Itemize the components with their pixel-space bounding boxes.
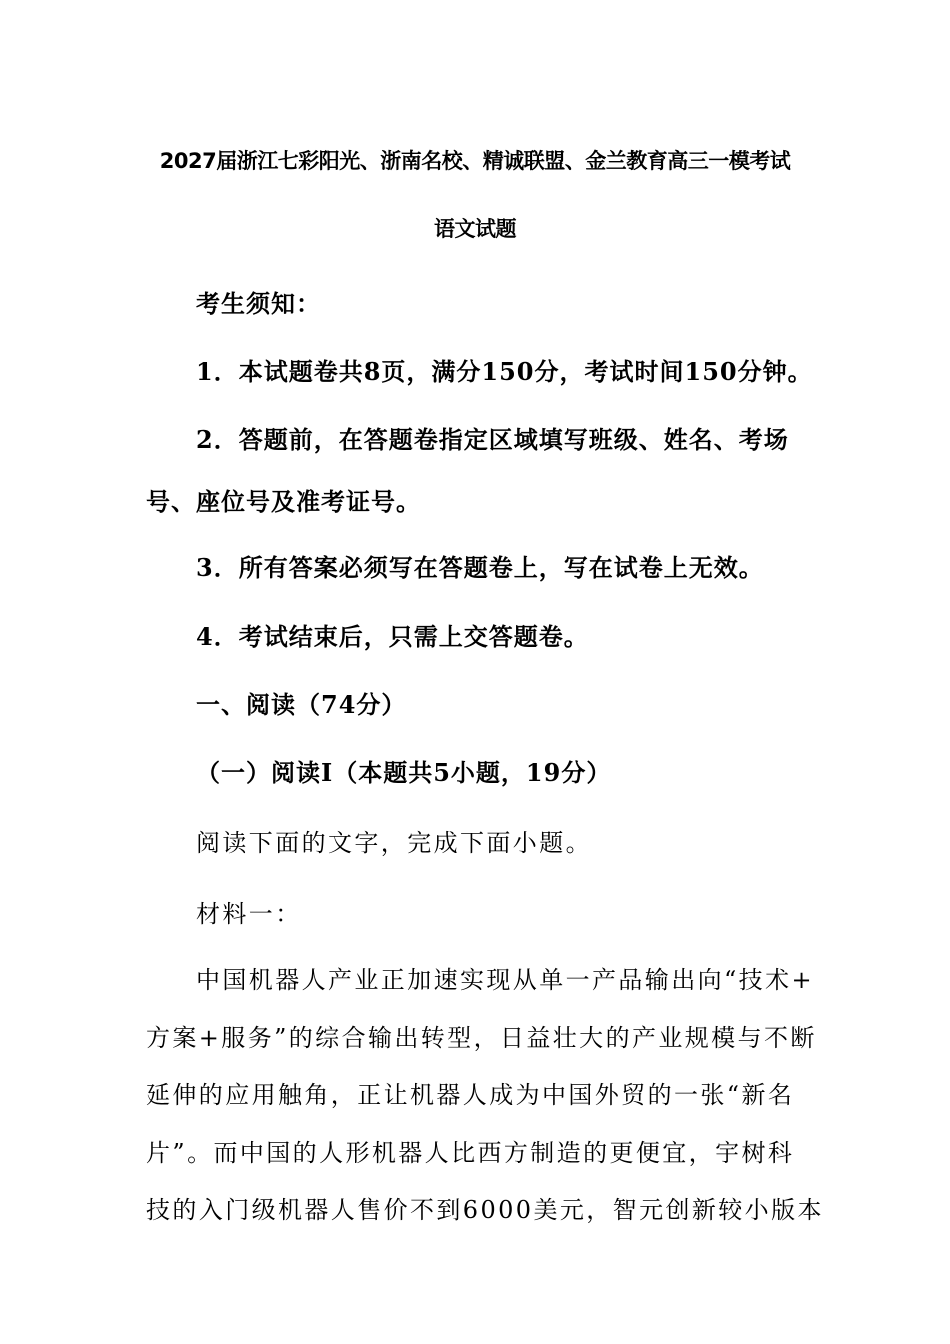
section-subheading: （一）阅读Ⅰ（本题共5小题，19分） xyxy=(196,758,612,787)
notice-item-4: 4．考试结束后，只需上交答题卷。 xyxy=(196,622,589,651)
section-heading: 一、阅读（74分） xyxy=(196,690,407,719)
notice-item-2-part2: 号、座位号及准考证号。 xyxy=(146,487,421,516)
notice-item-1: 1．本试题卷共8页，满分150分，考试时间150分钟。 xyxy=(196,357,813,386)
paragraph-line: 中国机器人产业正加速实现从单一产品输出向“技术+ xyxy=(196,966,814,994)
reading-instruction: 阅读下面的文字，完成下面小题。 xyxy=(196,829,592,857)
exam-title-line1: 2027届浙江七彩阳光、浙南名校、精诚联盟、金兰教育高三一模考试 xyxy=(159,149,791,173)
notice-heading: 考生须知： xyxy=(196,289,321,318)
paragraph-line: 延伸的应用触角，正让机器人成为中国外贸的一张“新名 xyxy=(146,1081,795,1109)
notice-item-2-part1: 2．答题前，在答题卷指定区域填写班级、姓名、考场 xyxy=(196,425,789,454)
material-label: 材料一： xyxy=(196,900,302,928)
exam-title-line2: 语文试题 xyxy=(434,217,516,241)
notice-item-3: 3．所有答案必须写在答题卷上，写在试卷上无效。 xyxy=(196,553,764,582)
paragraph-line: 技的入门级机器人售价不到6000美元，智元创新较小版本 xyxy=(146,1196,824,1224)
paragraph-line: 片”。而中国的人形机器人比西方制造的更便宜，宇树科 xyxy=(146,1139,795,1167)
paragraph-line: 方案+服务”的综合输出转型，日益壮大的产业规模与不断 xyxy=(146,1024,817,1052)
